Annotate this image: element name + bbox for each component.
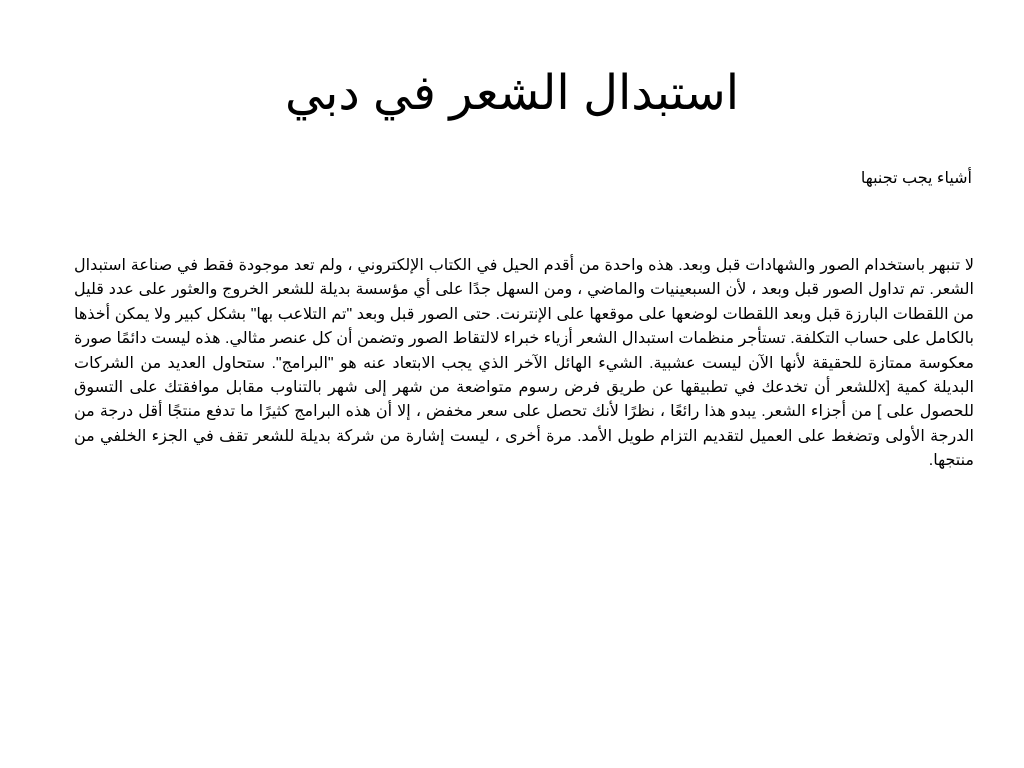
slide-title: استبدال الشعر في دبي [284, 67, 740, 120]
slide-subheading: أشياء يجب تجنبها [860, 170, 972, 187]
slide-body-text: لا تنبهر باستخدام الصور والشهادات قبل وبعد. هذه واحدة من أقدم الحيل في الكتاب الإلكتروني ، ولم تعد موجودة فقط في صناعة استبدال الشعر. تم تداول الصور قبل وبعد ، لأن السبعينيات والماضي ، ومن السهل جدًا على أي مؤسسة بديلة للشعر الخروج والعثور على عدد قليل من اللقطات البارزة قبل وبعد اللقطات لوضعها على موقعها على الإنترنت. حتى الصور قبل وبعد "تم التلاعب بها" بشكل كبير ولا يمكن أخذها بالكامل على حساب التكلفة. تستأجر منظمات استبدال الشعر أزياء خبراء لالتقاط الصور وتضمن أن كل عنصر مثالي. هذه ليست دائمًا صورة معكوسة ممتازة للحقيقة لأنها الآن ليست عشبية. الشيء الهائل الآخر الذي يجب الابتعاد عنه هو "البرامج". ستحاول العديد من الشركات البديلة كمية [xللشعر أن تخدعك في تطبيقها عن طريق فرض رسوم متواضعة من شهر إلى شهر بالتناوب مقابل موافقتك على التسوق للحصول على ] من أجزاء الشعر. يبدو هذا رائعًا ، نظرًا لأنك تحصل على سعر مخفض ، إلا أن هذه البرامج كثيرًا ما تدفع منتجًا أقل درجة من الدرجة الأولى وتضغط على العميل لتقديم التزام طويل الأمد. مرة أخرى ، ليست إشارة من شركة بديلة للشعر تقف في الجزء الخلفي من منتجها. [74, 257, 975, 470]
